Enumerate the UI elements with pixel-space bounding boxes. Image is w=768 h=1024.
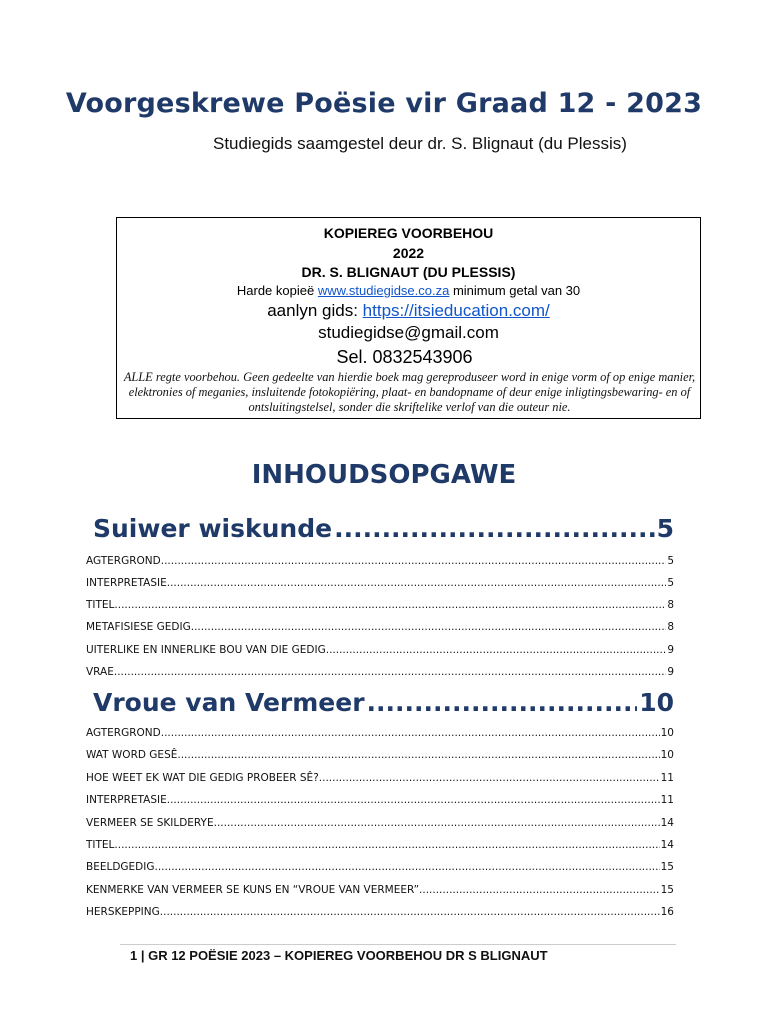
toc-entry-page: 15 xyxy=(660,884,674,896)
toc-entry[interactable] xyxy=(86,621,674,633)
toc-entry[interactable] xyxy=(86,884,674,896)
copyright-box xyxy=(116,217,701,419)
toc-entry-page: 5 xyxy=(667,577,674,589)
toc-entry[interactable] xyxy=(86,727,674,739)
toc-leader xyxy=(114,666,666,678)
toc-leader xyxy=(319,772,660,784)
toc-leader xyxy=(167,577,667,589)
studiegidse-link[interactable]: www.studiegidse.co.za xyxy=(317,283,450,298)
toc-entry[interactable] xyxy=(86,666,674,678)
toc-entry-page: 11 xyxy=(660,772,674,784)
itsieducation-link[interactable]: https://itsieducation.com/ xyxy=(362,301,550,320)
toc-leader xyxy=(167,794,660,806)
toc-entry-page: 9 xyxy=(667,644,674,656)
toc-entry-page: 14 xyxy=(660,839,674,851)
toc-entry-page: 10 xyxy=(660,749,674,761)
toc-entry[interactable] xyxy=(86,555,674,567)
rights-notice: ALLE regte voorbehou. Geen gedeelte van hierdie boek mag gereproduseer word in enige vorm of op enige manier, elektronies of meganies, insluitende fotokopiëring, plaat- en bandopname of deur enige inligtingsbewaring- en of ontsluitingstelsel, sonder die skriftelike verlof van die outeur nie. xyxy=(123,370,696,414)
toc-entry-label: AGTERGROND xyxy=(86,727,161,739)
toc-leader xyxy=(114,599,666,611)
toc-leader xyxy=(367,688,638,717)
toc-leader xyxy=(334,514,655,543)
toc-section-suiwer-wiskunde[interactable] xyxy=(93,514,674,543)
online-guide-line xyxy=(117,301,700,321)
toc-entry-label: TITEL xyxy=(86,599,115,611)
toc-entry-page: 10 xyxy=(660,727,674,739)
toc-entry-page: 16 xyxy=(660,906,674,918)
toc-leader xyxy=(326,644,667,656)
toc-entry[interactable] xyxy=(86,861,674,873)
toc-entry-label: VERMEER SE SKILDERYE xyxy=(86,817,214,829)
toc-entry-page: 8 xyxy=(667,599,674,611)
toc-entry-page: 15 xyxy=(660,861,674,873)
toc-leader xyxy=(161,555,667,567)
toc-entry[interactable] xyxy=(86,906,674,918)
toc-entry-label: UITERLIKE EN INNERLIKE BOU VAN DIE GEDIG xyxy=(86,644,326,656)
toc-leader xyxy=(160,906,660,918)
toc-leader xyxy=(177,749,659,761)
toc-entry-label: HOE WEET EK WAT DIE GEDIG PROBEER SÊ? xyxy=(86,772,319,784)
hard-copy-prefix: Harde kopieë xyxy=(236,283,318,298)
toc-entry[interactable] xyxy=(86,577,674,589)
toc-section-page: 5 xyxy=(656,514,674,543)
toc-leader xyxy=(155,861,660,873)
toc-entry-page: 11 xyxy=(660,794,674,806)
toc-entry-label: KENMERKE VAN VERMEER SE KUNS EN “VROUE VAN VERMEER” xyxy=(86,884,420,896)
footer-divider xyxy=(120,944,676,945)
toc-entry[interactable] xyxy=(86,599,674,611)
toc-leader xyxy=(191,621,667,633)
toc-entry-page: 5 xyxy=(667,555,674,567)
toc-entry[interactable] xyxy=(86,817,674,829)
toc-entry[interactable] xyxy=(86,794,674,806)
toc-entry-label: INTERPRETASIE xyxy=(86,577,167,589)
toc-leader xyxy=(114,839,659,851)
copyright-heading: KOPIEREG VOORBEHOU xyxy=(323,225,494,241)
toc-section-title: Vroue van Vermeer xyxy=(93,688,365,717)
document-subtitle: Studiegids saamgestel deur dr. S. Blignaut (du Plessis) xyxy=(213,134,627,153)
toc-entry[interactable] xyxy=(86,749,674,761)
page-footer: 1 | GR 12 POËSIE 2023 – KOPIEREG VOORBEHOU DR S BLIGNAUT xyxy=(130,948,548,963)
toc-entry-label: WAT WORD GESÊ xyxy=(86,749,178,761)
hard-copy-suffix: minimum getal van 30 xyxy=(449,283,581,298)
toc-entry-label: VRAE xyxy=(86,666,114,678)
toc-entry[interactable] xyxy=(86,772,674,784)
toc-entry[interactable] xyxy=(86,644,674,656)
toc-leader xyxy=(419,884,660,896)
toc-entry-page: 14 xyxy=(660,817,674,829)
phone-number: Sel. 0832543906 xyxy=(336,347,473,367)
copyright-author: DR. S. BLIGNAUT (DU PLESSIS) xyxy=(301,264,516,280)
hard-copy-line xyxy=(117,283,700,298)
copyright-year: 2022 xyxy=(392,245,425,261)
toc-leader xyxy=(214,817,660,829)
toc-entry-label: AGTERGROND xyxy=(86,555,161,567)
toc-section-page: 10 xyxy=(639,688,674,717)
toc-entry-label: TITEL xyxy=(86,839,115,851)
toc-section-vroue-van-vermeer[interactable] xyxy=(93,688,674,717)
toc-entry-page: 8 xyxy=(667,621,674,633)
toc-heading: INHOUDSOPGAWE xyxy=(251,460,517,490)
email-address: studiegidse@gmail.com xyxy=(318,323,499,342)
toc-leader xyxy=(161,727,660,739)
toc-entry-label: INTERPRETASIE xyxy=(86,794,167,806)
online-prefix: aanlyn gids: xyxy=(267,301,363,320)
toc-entry-label: BEELDGEDIG xyxy=(86,861,155,873)
document-title: Voorgeskrewe Poësie vir Graad 12 - 2023 xyxy=(65,88,703,119)
toc-entry-label: METAFISIESE GEDIG xyxy=(86,621,191,633)
toc-section-title: Suiwer wiskunde xyxy=(93,514,333,543)
toc-entry-label: HERSKEPPING xyxy=(86,906,160,918)
toc-entry[interactable] xyxy=(86,839,674,851)
toc-entry-page: 9 xyxy=(667,666,674,678)
